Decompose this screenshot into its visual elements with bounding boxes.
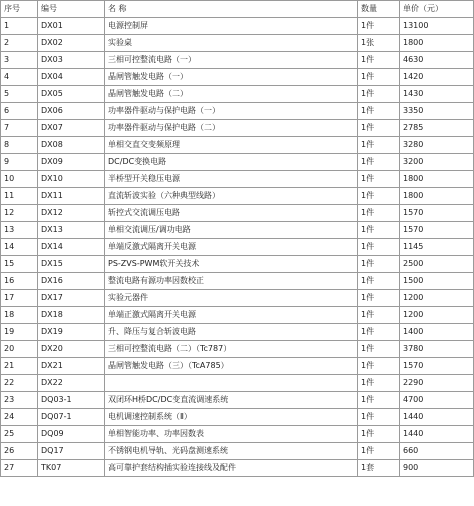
- row-quantity: 1件: [358, 69, 400, 86]
- row-name: 晶闸管触发电路（一）: [105, 69, 358, 86]
- row-index: 17: [1, 290, 38, 307]
- row-name: 三相可控整流电路（二）（Tc787）: [105, 341, 358, 358]
- table-row: [1, 273, 474, 290]
- row-index: 23: [1, 392, 38, 409]
- row-unit-price: 1800: [400, 171, 474, 188]
- row-unit-price: 3780: [400, 341, 474, 358]
- table-row: [1, 307, 474, 324]
- row-code: DQ07-1: [38, 409, 105, 426]
- row-code: DX05: [38, 86, 105, 103]
- row-unit-price: 1500: [400, 273, 474, 290]
- row-index: 11: [1, 188, 38, 205]
- row-quantity: 1件: [358, 426, 400, 443]
- table-row: [1, 205, 474, 222]
- row-quantity: 1件: [358, 290, 400, 307]
- row-index: 25: [1, 426, 38, 443]
- row-index: 18: [1, 307, 38, 324]
- header-unit-price: 单价（元）: [400, 1, 474, 18]
- row-code: DQ09: [38, 426, 105, 443]
- row-unit-price: 2785: [400, 120, 474, 137]
- row-index: 12: [1, 205, 38, 222]
- row-code: DX03: [38, 52, 105, 69]
- row-name: PS-ZVS-PWM软开关技术: [105, 256, 358, 273]
- row-index: 21: [1, 358, 38, 375]
- row-code: DX20: [38, 341, 105, 358]
- row-index: 16: [1, 273, 38, 290]
- table-row: [1, 443, 474, 460]
- row-code: DX08: [38, 137, 105, 154]
- table-row: [1, 341, 474, 358]
- row-unit-price: 1800: [400, 188, 474, 205]
- row-unit-price: 1145: [400, 239, 474, 256]
- row-index: 22: [1, 375, 38, 392]
- row-unit-price: 1400: [400, 324, 474, 341]
- row-index: 10: [1, 171, 38, 188]
- row-name: 三相可控整流电路（一）: [105, 52, 358, 69]
- row-name: 半桥型开关稳压电源: [105, 171, 358, 188]
- table-row: [1, 392, 474, 409]
- row-unit-price: 4630: [400, 52, 474, 69]
- row-name: 电机调速控制系统（Ⅱ）: [105, 409, 358, 426]
- row-unit-price: 900: [400, 460, 474, 477]
- row-code: DX01: [38, 18, 105, 35]
- row-name: 双闭环H桥DC/DC变直流调速系统: [105, 392, 358, 409]
- row-unit-price: 2290: [400, 375, 474, 392]
- row-code: DX16: [38, 273, 105, 290]
- row-quantity: 1件: [358, 324, 400, 341]
- row-code: DX22: [38, 375, 105, 392]
- row-index: 26: [1, 443, 38, 460]
- row-quantity: 1件: [358, 239, 400, 256]
- row-code: DX02: [38, 35, 105, 52]
- table-row: [1, 290, 474, 307]
- table-row: [1, 154, 474, 171]
- row-index: 2: [1, 35, 38, 52]
- row-index: 9: [1, 154, 38, 171]
- header-quantity: 数量: [358, 1, 400, 18]
- row-code: TK07: [38, 460, 105, 477]
- header-code: 编号: [38, 1, 105, 18]
- table-row: [1, 222, 474, 239]
- row-quantity: 1件: [358, 154, 400, 171]
- row-name: 实验元器件: [105, 290, 358, 307]
- row-unit-price: 1800: [400, 35, 474, 52]
- row-unit-price: 1420: [400, 69, 474, 86]
- table-row: [1, 324, 474, 341]
- row-code: DQ17: [38, 443, 105, 460]
- row-unit-price: 1570: [400, 222, 474, 239]
- row-code: DX18: [38, 307, 105, 324]
- row-name: 直流斩波实验（六种典型线路）: [105, 188, 358, 205]
- table-row: [1, 171, 474, 188]
- row-code: DX15: [38, 256, 105, 273]
- row-unit-price: 1570: [400, 358, 474, 375]
- row-quantity: 1张: [358, 35, 400, 52]
- row-name: 电源控制屏: [105, 18, 358, 35]
- row-index: 15: [1, 256, 38, 273]
- row-quantity: 1套: [358, 460, 400, 477]
- row-name: 实验桌: [105, 35, 358, 52]
- row-index: 27: [1, 460, 38, 477]
- row-name: 晶闸管触发电路（二）: [105, 86, 358, 103]
- header-row: [1, 1, 474, 18]
- row-quantity: 1件: [358, 443, 400, 460]
- row-unit-price: 3350: [400, 103, 474, 120]
- row-quantity: 1件: [358, 222, 400, 239]
- row-code: DX06: [38, 103, 105, 120]
- row-unit-price: 660: [400, 443, 474, 460]
- row-quantity: 1件: [358, 137, 400, 154]
- row-unit-price: 1430: [400, 86, 474, 103]
- row-quantity: 1件: [358, 307, 400, 324]
- row-code: DX07: [38, 120, 105, 137]
- row-code: DX21: [38, 358, 105, 375]
- row-name: 单相交流调压/调功电路: [105, 222, 358, 239]
- row-quantity: 1件: [358, 409, 400, 426]
- row-code: DX14: [38, 239, 105, 256]
- row-code: DQ03-1: [38, 392, 105, 409]
- row-quantity: 1件: [358, 256, 400, 273]
- row-code: DX12: [38, 205, 105, 222]
- table-row: [1, 239, 474, 256]
- row-index: 24: [1, 409, 38, 426]
- row-quantity: 1件: [358, 358, 400, 375]
- row-quantity: 1件: [358, 375, 400, 392]
- row-name: DC/DC变换电路: [105, 154, 358, 171]
- row-index: 5: [1, 86, 38, 103]
- table-row: [1, 103, 474, 120]
- row-code: DX11: [38, 188, 105, 205]
- row-name: 功率器件驱动与保护电路（二）: [105, 120, 358, 137]
- row-unit-price: 1200: [400, 307, 474, 324]
- row-code: DX09: [38, 154, 105, 171]
- table-row: [1, 256, 474, 273]
- row-name: 升、降压与复合斩波电路: [105, 324, 358, 341]
- row-quantity: 1件: [358, 205, 400, 222]
- row-index: 1: [1, 18, 38, 35]
- row-unit-price: 13100: [400, 18, 474, 35]
- row-index: 20: [1, 341, 38, 358]
- row-quantity: 1件: [358, 392, 400, 409]
- row-name: 单端正激式隔离开关电源: [105, 307, 358, 324]
- row-quantity: 1件: [358, 273, 400, 290]
- table-row: [1, 460, 474, 477]
- row-index: 4: [1, 69, 38, 86]
- row-index: 6: [1, 103, 38, 120]
- row-code: DX19: [38, 324, 105, 341]
- row-index: 3: [1, 52, 38, 69]
- row-code: DX04: [38, 69, 105, 86]
- row-unit-price: 1440: [400, 409, 474, 426]
- table-row: [1, 358, 474, 375]
- row-unit-price: 2500: [400, 256, 474, 273]
- table-row: [1, 375, 474, 392]
- row-quantity: 1件: [358, 341, 400, 358]
- row-name: 单相交直交变频原理: [105, 137, 358, 154]
- row-name: 功率器件驱动与保护电路（一）: [105, 103, 358, 120]
- row-name: 不锈钢电机导轨、光码盘测速系统: [105, 443, 358, 460]
- table-row: [1, 120, 474, 137]
- row-name: 高可靠护套结构插实验连接线及配件: [105, 460, 358, 477]
- table-row: [1, 18, 474, 35]
- row-index: 13: [1, 222, 38, 239]
- table-row: [1, 409, 474, 426]
- row-index: 7: [1, 120, 38, 137]
- row-unit-price: 1570: [400, 205, 474, 222]
- row-quantity: 1件: [358, 171, 400, 188]
- row-quantity: 1件: [358, 188, 400, 205]
- row-code: DX10: [38, 171, 105, 188]
- row-unit-price: 1200: [400, 290, 474, 307]
- table-row: [1, 52, 474, 69]
- row-unit-price: 1440: [400, 426, 474, 443]
- row-unit-price: 3280: [400, 137, 474, 154]
- row-quantity: 1件: [358, 18, 400, 35]
- header-name: 名 称: [105, 1, 358, 18]
- row-index: 8: [1, 137, 38, 154]
- row-code: DX17: [38, 290, 105, 307]
- table-row: [1, 69, 474, 86]
- row-name: 斩控式交流调压电路: [105, 205, 358, 222]
- row-unit-price: 4700: [400, 392, 474, 409]
- table-row: [1, 188, 474, 205]
- header-index: 序号: [1, 1, 38, 18]
- row-name: 单相智能功率、功率因数表: [105, 426, 358, 443]
- row-name: [105, 375, 358, 392]
- row-index: 14: [1, 239, 38, 256]
- row-quantity: 1件: [358, 52, 400, 69]
- row-index: 19: [1, 324, 38, 341]
- row-name: 单端反激式隔离开关电源: [105, 239, 358, 256]
- table-row: [1, 86, 474, 103]
- table-body: [1, 18, 474, 477]
- row-quantity: 1件: [358, 103, 400, 120]
- table-row: [1, 426, 474, 443]
- row-unit-price: 3200: [400, 154, 474, 171]
- row-quantity: 1件: [358, 86, 400, 103]
- row-name: 晶闸管触发电路（三）（TcA785）: [105, 358, 358, 375]
- table-row: [1, 35, 474, 52]
- table-row: [1, 137, 474, 154]
- row-quantity: 1件: [358, 120, 400, 137]
- row-name: 整流电路有源功率因数校正: [105, 273, 358, 290]
- row-code: DX13: [38, 222, 105, 239]
